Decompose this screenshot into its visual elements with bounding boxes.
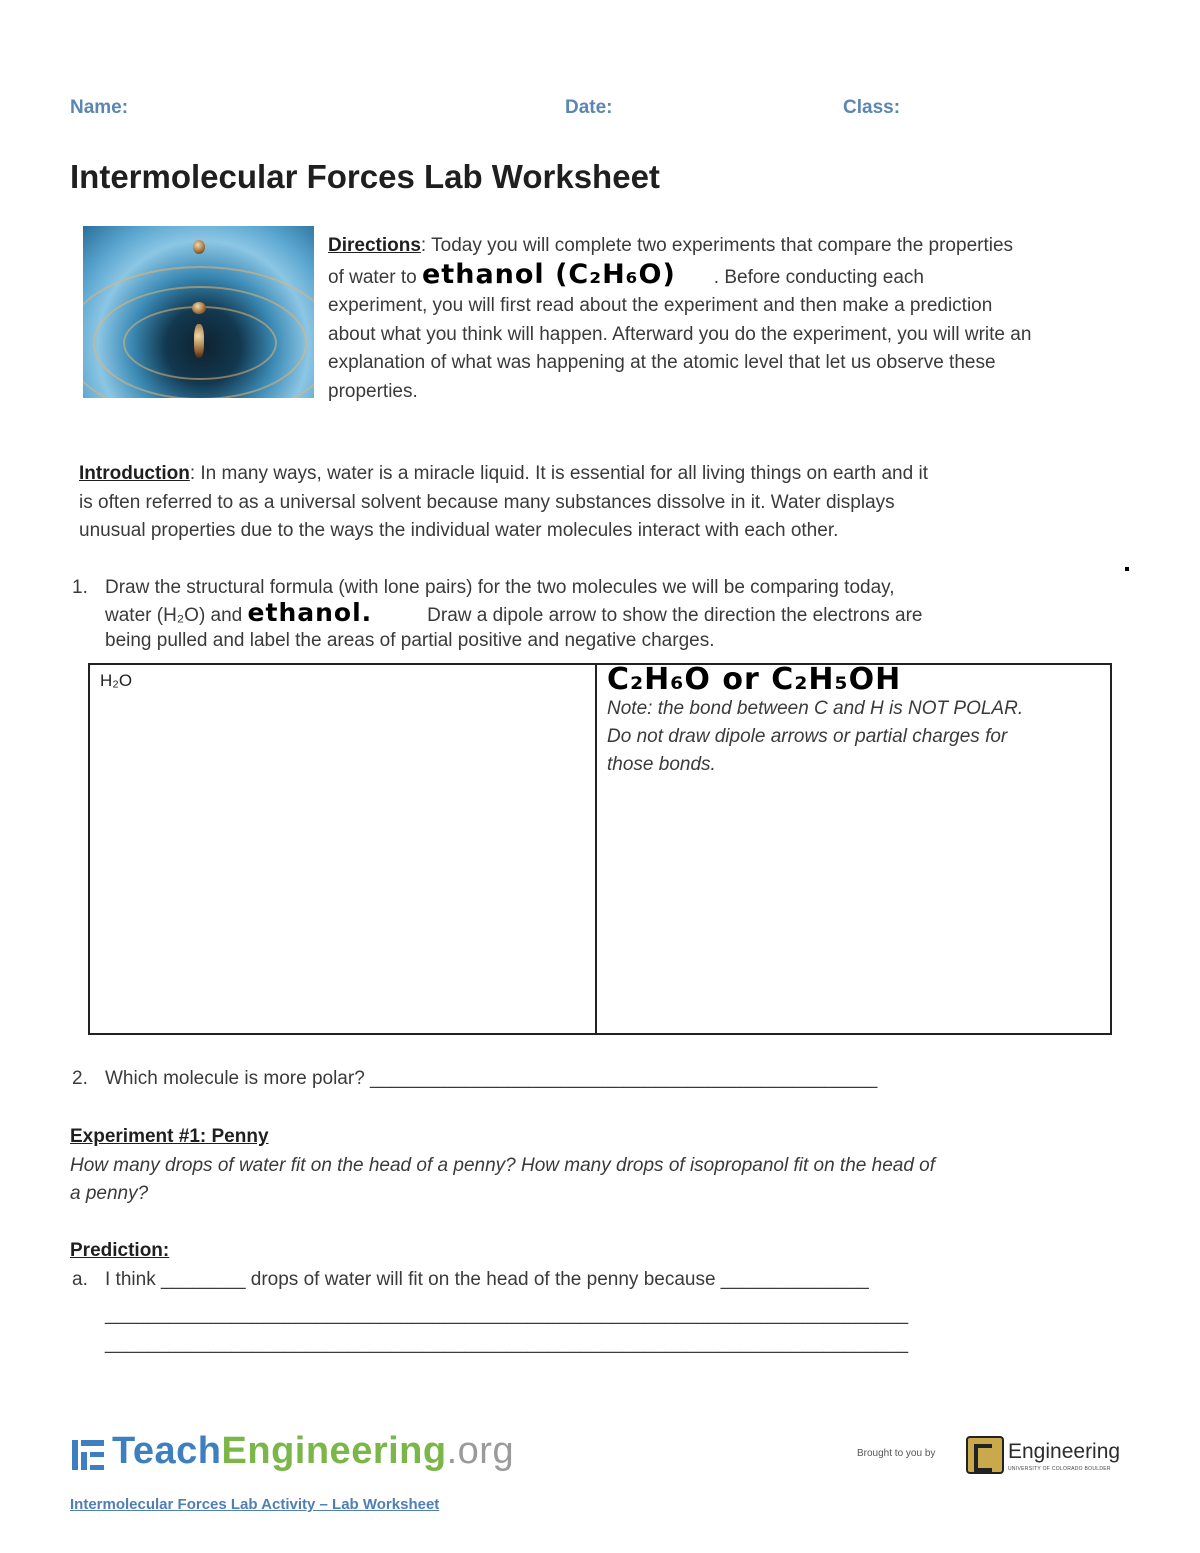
page-title: Intermolecular Forces Lab Worksheet (70, 158, 660, 195)
teachengineering-logo-icon (72, 1440, 104, 1470)
question-line: water (H₂O) and (105, 605, 248, 626)
logo-engineering-text: Engineering (221, 1430, 447, 1472)
note-line: Note: the bond between C and H is NOT POLAR. (607, 698, 1024, 719)
directions-line: . Before conducting each (713, 266, 924, 288)
question-line: Draw a dipole arrow to show the direction the electrons are (427, 605, 923, 626)
answer-line[interactable]: ____________________________________________________________________________ (105, 1304, 909, 1325)
question-1 (105, 575, 1105, 653)
directions-label: Directions (328, 235, 421, 256)
experiment-line: How many drops of water fit on the head of a penny? How many drops of isopropanol fit on the head of (70, 1154, 936, 1176)
note-line: those bonds. (607, 754, 716, 775)
partner-subtitle: UNIVERSITY OF COLORADO BOULDER (1008, 1466, 1111, 1472)
directions-line: explanation of what was happening at the atomic level that let us observe these (328, 352, 996, 373)
worksheet-footer-link[interactable]: Intermolecular Forces Lab Activity – Lab Worksheet (70, 1496, 440, 1513)
introduction-line: unusual properties due to the ways the individual water molecules interact with each other. (79, 520, 839, 541)
cu-boulder-logo-icon (966, 1436, 1004, 1474)
experiment-1-heading: Experiment #1: Penny (70, 1126, 269, 1147)
logo-teach-text: Teach (112, 1430, 222, 1472)
experiment-1 (70, 1123, 1070, 1209)
drawing-table (88, 663, 1112, 1035)
logo-org-text: .org (446, 1430, 515, 1472)
name-label: Name: (70, 97, 129, 118)
introduction-block (79, 460, 1079, 546)
directions-line: properties. (328, 380, 418, 402)
teachengineering-logo[interactable] (112, 1430, 514, 1473)
question-2-number: 2. (72, 1068, 88, 1089)
question-line: being pulled and label the areas of partial positive and negative charges. (105, 630, 715, 651)
introduction-label: Introduction (79, 463, 190, 484)
question-2: Which molecule is more polar? ________________________________________________ (105, 1068, 878, 1089)
water-column-icon (194, 324, 204, 358)
introduction-line: : In many ways, water is a miracle liquid. It is essential for all living things on earth and it (189, 463, 928, 484)
prediction-letter: a. (72, 1269, 88, 1290)
question-1-number: 1. (72, 577, 88, 598)
directions-line: : Today you will complete two experiments that compare the properties (420, 235, 1014, 256)
brought-by-label: Brought to you by (857, 1448, 936, 1459)
date-label: Date: (565, 97, 613, 118)
ethanol-drawing-cell[interactable] (596, 664, 1111, 1034)
prediction-label: Prediction: (70, 1240, 170, 1261)
note-line: Do not draw dipole arrows or partial charges for (607, 726, 1008, 747)
directions-line: experiment, you will first read about the experiment and then make a prediction (328, 295, 993, 316)
answer-line[interactable]: ____________________________________________________________________________ (105, 1333, 909, 1354)
water-cell-header: H₂O (100, 671, 133, 690)
stray-mark (1125, 567, 1129, 571)
question-line: Draw the structural formula (with lone pairs) for the two molecules we will be comparing today, (105, 577, 895, 598)
prediction-heading (70, 1237, 169, 1266)
experiment-line: a penny? (70, 1183, 149, 1204)
introduction-line: is often referred to as a universal solvent because many substances dissolve in it. Water displays (79, 491, 895, 513)
directions-line: about what you think will happen. Afterward you do the experiment, you will write an (328, 323, 1032, 345)
handwritten-formula: C₂H₆O or C₂H₅OH (607, 662, 902, 697)
partner-name: Engineering (1008, 1440, 1121, 1463)
prediction-a-text[interactable]: I think ________ drops of water will fit on the head of the penny because ______________ (105, 1269, 869, 1290)
water-drop-icon (193, 240, 205, 254)
water-drop-photo (83, 226, 314, 398)
handwritten-answer: ethanol (C₂H₆O) (422, 258, 676, 290)
directions-line: of water to (328, 266, 422, 288)
class-label: Class: (843, 97, 901, 118)
directions-block (328, 232, 1148, 406)
handwritten-answer: ethanol. (247, 598, 373, 627)
water-drawing-cell[interactable] (89, 664, 596, 1034)
water-drop-icon (192, 302, 206, 314)
